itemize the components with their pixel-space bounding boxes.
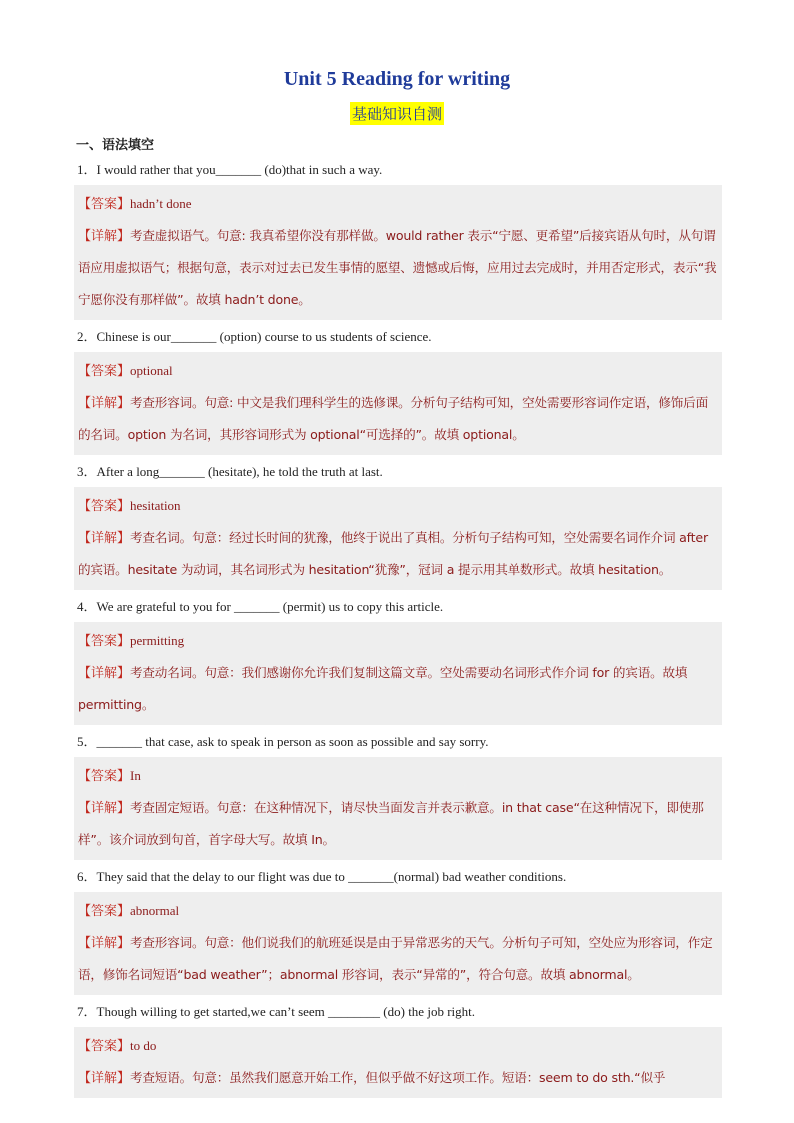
detail-text: 考查固定短语。句意：在这种情况下，请尽快当面发言并表示歉意。in that case“在这种情况下，即使那样”。该介词放到句首，首字母大写。故填 In。 xyxy=(78,800,704,847)
detail-text: 考查虚拟语气。句意: 我真希望你没有那样做。would rather 表示“宁愿、更希望”后接宾语从句时，从句谓语应用虚拟语气；根据句意，表示对过去已发生事情的愿望、遗憾或后悔，应用过去完成时，并用否定形式，表示“我宁愿你没有那样做”。故填 hadn’t done。 xyxy=(78,228,717,307)
answer-value: permitting xyxy=(130,633,185,648)
section-heading: 一、语法填空 xyxy=(76,138,155,153)
answer-tag: 【答案】 xyxy=(78,1039,131,1054)
answer-value: abnormal xyxy=(130,903,180,918)
detail-tag: 【详解】 xyxy=(78,1071,131,1086)
detail-line xyxy=(78,1062,718,1094)
question-block xyxy=(74,459,722,590)
answer-tag: 【答案】 xyxy=(78,364,131,379)
answer-value: In xyxy=(130,768,141,783)
subtitle-wrap xyxy=(0,102,794,125)
answer-line xyxy=(78,188,718,220)
answer-tag: 【答案】 xyxy=(78,499,131,514)
question-block xyxy=(74,729,722,860)
answer-box xyxy=(74,757,722,860)
detail-text: 考查形容词。句意：他们说我们的航班延误是由于异常恶劣的天气。分析句子可知，空处应为形容词，作定语，修饰名词短语“bad weather”；abnormal 形容词，表示“异常的”，符合句意。故填 abnormal。 xyxy=(78,935,713,982)
answer-line xyxy=(78,760,718,792)
question-text: 1．I would rather that you_______ (do)that in such a way. xyxy=(77,162,383,177)
detail-text: 考查动名词。句意：我们感谢你允许我们复制这篇文章。空处需要动名词形式作介词 for 的宾语。故填 permitting。 xyxy=(78,665,688,712)
answer-value: to do xyxy=(130,1038,157,1053)
answer-line xyxy=(78,490,718,522)
detail-line xyxy=(78,220,718,316)
detail-text: 考查形容词。句意: 中文是我们理科学生的选修课。分析句子结构可知，空处需要形容词作定语，修饰后面的名词。option 为名词，其形容词形式为 optional“可选择的”。故填 optional。 xyxy=(78,395,708,442)
answer-box xyxy=(74,1027,722,1098)
answer-tag: 【答案】 xyxy=(78,904,131,919)
answer-line xyxy=(78,1030,718,1062)
question-block xyxy=(74,157,722,320)
detail-line xyxy=(78,387,718,451)
detail-tag: 【详解】 xyxy=(78,936,131,951)
question-block xyxy=(74,594,722,725)
answer-value: optional xyxy=(130,363,173,378)
question-text: 7．Though willing to get started,we can’t seem ________ (do) the job right. xyxy=(77,1004,475,1019)
answer-line xyxy=(78,355,718,387)
question-block xyxy=(74,999,722,1098)
answer-box xyxy=(74,892,722,995)
detail-tag: 【详解】 xyxy=(78,396,131,411)
detail-line xyxy=(78,657,718,721)
question-block xyxy=(74,324,722,455)
question-list xyxy=(74,157,722,1102)
answer-value: hadn’t done xyxy=(130,196,192,211)
answer-box xyxy=(74,487,722,590)
detail-tag: 【详解】 xyxy=(78,531,131,546)
answer-line xyxy=(78,625,718,657)
page-subtitle: 基础知识自测 xyxy=(350,102,444,125)
question-block xyxy=(74,864,722,995)
detail-text: 考查短语。句意：虽然我们愿意开始工作，但似乎做不好这项工作。短语：seem to do sth.“似乎 xyxy=(130,1070,666,1085)
detail-text: 考查名词。句意：经过长时间的犹豫，他终于说出了真相。分析句子结构可知，空处需要名词作介词 after 的宾语。hesitate 为动词，其名词形式为 hesitation“犹豫”，冠词 a 提示用其单数形式。故填 hesitation。 xyxy=(78,530,708,577)
answer-tag: 【答案】 xyxy=(78,634,131,649)
answer-line xyxy=(78,895,718,927)
answer-tag: 【答案】 xyxy=(78,197,131,212)
detail-line xyxy=(78,522,718,586)
answer-value: hesitation xyxy=(130,498,181,513)
detail-line xyxy=(78,927,718,991)
answer-box xyxy=(74,185,722,320)
question-text: 2．Chinese is our_______ (option) course to us students of science. xyxy=(77,329,432,344)
question-text: 6．They said that the delay to our flight was due to _______(normal) bad weather conditions. xyxy=(77,869,567,884)
detail-tag: 【详解】 xyxy=(78,801,131,816)
question-text: 3．After a long_______ (hesitate), he told the truth at last. xyxy=(77,464,383,479)
answer-tag: 【答案】 xyxy=(78,769,131,784)
question-text: 4．We are grateful to you for _______ (permit) us to copy this article. xyxy=(77,599,444,614)
detail-line xyxy=(78,792,718,856)
detail-tag: 【详解】 xyxy=(78,666,131,681)
answer-box xyxy=(74,352,722,455)
question-text: 5．_______ that case, ask to speak in person as soon as possible and say sorry. xyxy=(77,734,489,749)
page-title: Unit 5 Reading for writing xyxy=(283,68,511,90)
detail-tag: 【详解】 xyxy=(78,229,131,244)
answer-box xyxy=(74,622,722,725)
